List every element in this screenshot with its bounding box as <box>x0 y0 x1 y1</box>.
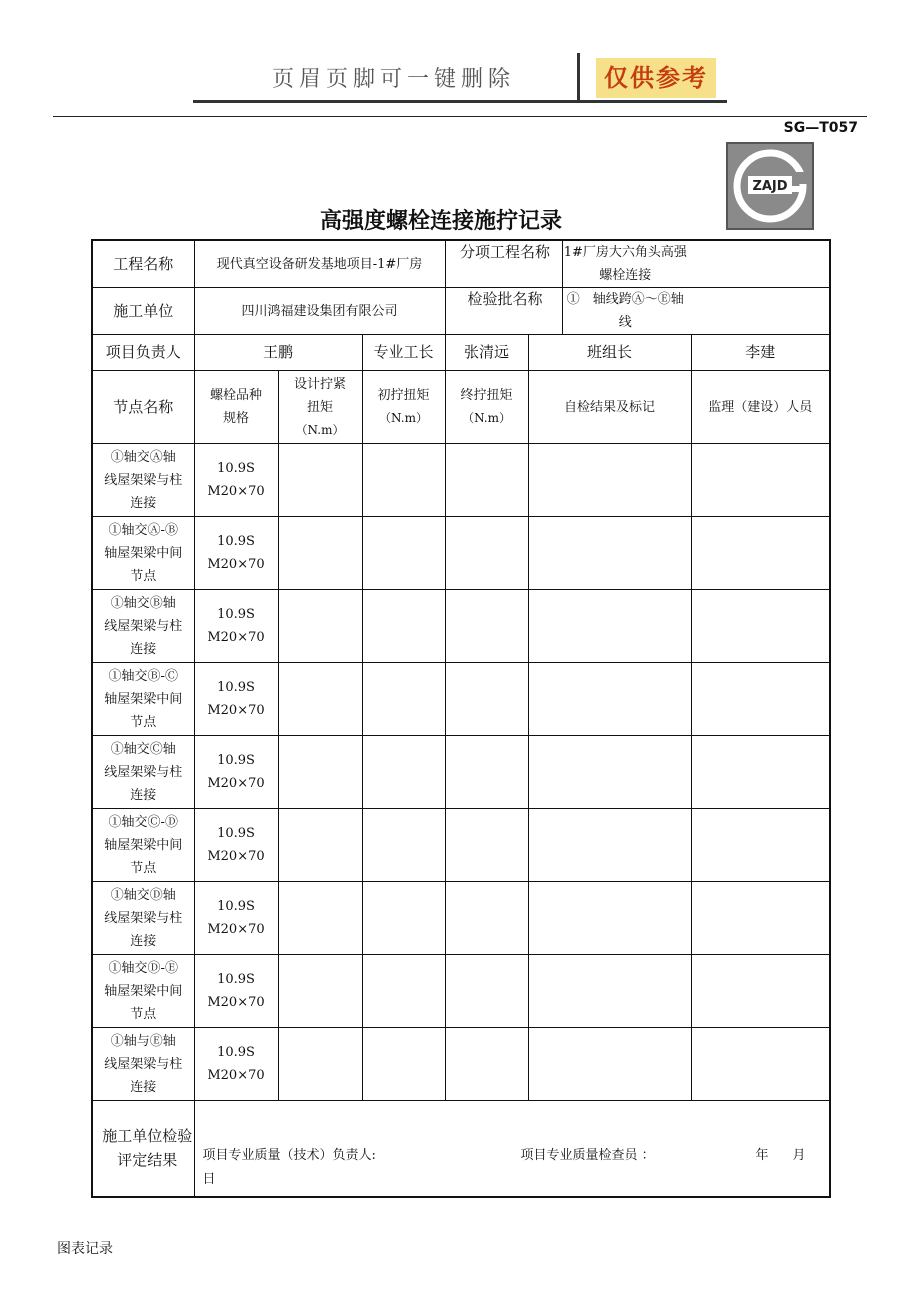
page-title: 高强度螺栓连接施拧记录 <box>319 209 562 234</box>
node-name: ①轴交Ⓓ轴 线屋架梁与柱 连接 <box>92 882 194 955</box>
col-initial-torque <box>362 371 445 444</box>
initial-torque-cell <box>362 736 445 809</box>
final-torque-cell <box>445 1028 528 1101</box>
day-label: 日 <box>202 1171 216 1187</box>
initial-torque-cell <box>362 590 445 663</box>
final-torque-cell <box>445 955 528 1028</box>
self-check-cell <box>528 517 691 590</box>
self-check-cell <box>528 663 691 736</box>
design-torque-cell <box>278 736 362 809</box>
tech-lead-signature-label: 项目专业质量（技术）负责人: <box>202 1147 376 1163</box>
col-bolt-spec <box>194 371 278 444</box>
sub-project-value: 1#厂房大六角头高强螺栓连接 <box>563 245 687 283</box>
manager-label: 项目负责人 <box>92 335 194 371</box>
header-deletable-text: 页眉页脚可一键删除 <box>272 67 516 92</box>
contractor-label: 施工单位 <box>92 288 194 335</box>
col-design-torque-line: 扭矩 <box>306 399 333 415</box>
col-final-torque-line: （N.m） <box>462 411 511 425</box>
supervisor-cell <box>691 955 830 1028</box>
design-torque-cell <box>278 809 362 882</box>
summary-label-line: 评定结果 <box>117 1151 178 1170</box>
header-divider <box>577 53 580 103</box>
form-code: SG—T057 <box>783 120 858 136</box>
col-design-torque-line: （N.m） <box>295 422 345 437</box>
bolt-spec: 10.9S M20×70 <box>194 736 278 809</box>
table-row <box>92 955 830 1028</box>
initial-torque-cell <box>362 882 445 955</box>
col-initial-torque-line: 初拧扭矩 <box>377 388 430 403</box>
bolt-spec: 10.9S M20×70 <box>194 1028 278 1101</box>
table-row <box>92 882 830 955</box>
batch-label-cell <box>445 288 691 335</box>
supervisor-cell <box>691 590 830 663</box>
final-torque-cell <box>445 736 528 809</box>
team-leader-label: 班组长 <box>528 335 691 371</box>
batch-label: 检验批名称 <box>449 288 563 334</box>
initial-torque-cell <box>362 444 445 517</box>
initial-torque-cell <box>362 517 445 590</box>
bolt-record-table <box>91 239 831 1198</box>
node-name: ①轴交Ⓐ-Ⓑ 轴屋架梁中间 节点 <box>92 517 194 590</box>
final-torque-cell <box>445 517 528 590</box>
table-row <box>92 444 830 517</box>
initial-torque-cell <box>362 663 445 736</box>
manager-value: 王鹏 <box>194 335 362 371</box>
foreman-value: 张清远 <box>445 335 528 371</box>
table-row <box>92 517 830 590</box>
col-design-torque <box>278 371 362 444</box>
supervisor-cell <box>691 517 830 590</box>
supervisor-cell <box>691 444 830 517</box>
table-row <box>92 809 830 882</box>
node-name: ①轴交Ⓓ-Ⓔ 轴屋架梁中间 节点 <box>92 955 194 1028</box>
node-name: ①轴交Ⓒ-Ⓓ 轴屋架梁中间 节点 <box>92 809 194 882</box>
col-design-torque-line: 设计拧紧 <box>293 376 346 392</box>
col-bolt-spec-line: 规格 <box>222 411 249 426</box>
self-check-cell <box>528 809 691 882</box>
reference-only-badge: 仅供参考 <box>596 58 716 98</box>
supervisor-cell <box>691 882 830 955</box>
self-check-cell <box>528 1028 691 1101</box>
table-row <box>92 1028 830 1101</box>
bolt-spec: 10.9S M20×70 <box>194 444 278 517</box>
self-check-cell <box>528 736 691 809</box>
final-torque-cell <box>445 663 528 736</box>
design-torque-cell <box>278 882 362 955</box>
design-torque-cell <box>278 663 362 736</box>
self-check-cell <box>528 444 691 517</box>
final-torque-cell <box>445 809 528 882</box>
summary-label <box>92 1101 194 1197</box>
foreman-label: 专业工长 <box>362 335 445 371</box>
supervisor-cell <box>691 809 830 882</box>
self-check-cell <box>528 882 691 955</box>
initial-torque-cell <box>362 809 445 882</box>
node-name: ①轴交Ⓐ轴 线屋架梁与柱 连接 <box>92 444 194 517</box>
bolt-spec: 10.9S M20×70 <box>194 882 278 955</box>
sub-project-value-tail <box>691 240 830 288</box>
bolt-spec: 10.9S M20×70 <box>194 517 278 590</box>
table-row <box>92 736 830 809</box>
bolt-spec: 10.9S M20×70 <box>194 955 278 1028</box>
col-self-check: 自检结果及标记 <box>528 371 691 444</box>
col-final-torque-line: 终拧扭矩 <box>460 388 513 403</box>
sub-project-label <box>445 240 691 288</box>
self-check-cell <box>528 955 691 1028</box>
table-row <box>92 590 830 663</box>
design-torque-cell <box>278 1028 362 1101</box>
sub-project-label-text: 分项工程名称 <box>449 241 563 287</box>
design-torque-cell <box>278 517 362 590</box>
col-supervisor: 监理（建设）人员 <box>691 371 830 444</box>
design-torque-cell <box>278 590 362 663</box>
design-torque-cell <box>278 955 362 1028</box>
node-name: ①轴交Ⓑ-Ⓒ 轴屋架梁中间 节点 <box>92 663 194 736</box>
bolt-spec: 10.9S M20×70 <box>194 663 278 736</box>
final-torque-cell <box>445 590 528 663</box>
bolt-spec: 10.9S M20×70 <box>194 590 278 663</box>
node-name: ①轴交Ⓒ轴 线屋架梁与柱 连接 <box>92 736 194 809</box>
col-bolt-spec-line: 螺栓品种 <box>209 388 262 403</box>
bolt-spec: 10.9S M20×70 <box>194 809 278 882</box>
self-check-cell <box>528 590 691 663</box>
page-top-rule <box>53 116 867 117</box>
col-initial-torque-line: （N.m） <box>379 411 428 425</box>
team-leader-value: 李建 <box>691 335 830 371</box>
contractor-value: 四川鸿福建设集团有限公司 <box>194 288 445 335</box>
batch-value-tail <box>691 288 830 335</box>
table-row <box>92 663 830 736</box>
node-name: ①轴与Ⓔ轴 线屋架梁与柱 连接 <box>92 1028 194 1101</box>
summary-label-line: 施工单位检验 <box>102 1127 193 1146</box>
supervisor-cell <box>691 736 830 809</box>
initial-torque-cell <box>362 1028 445 1101</box>
month-label: 月 <box>792 1147 806 1163</box>
final-torque-cell <box>445 444 528 517</box>
inspector-signature-label: 项目专业质量检查员 ： <box>520 1147 655 1163</box>
page-footer: 图表记录 <box>57 1241 113 1257</box>
initial-torque-cell <box>362 955 445 1028</box>
batch-value: ① 轴线跨Ⓐ～Ⓔ轴线 <box>566 292 684 330</box>
supervisor-cell <box>691 663 830 736</box>
year-label: 年 <box>755 1147 769 1163</box>
header-underline <box>193 100 577 103</box>
node-name: ①轴交Ⓑ轴 线屋架梁与柱 连接 <box>92 590 194 663</box>
col-node: 节点名称 <box>92 371 194 444</box>
summary-body <box>194 1101 830 1197</box>
logo-text: ZAJD <box>752 179 788 194</box>
supervisor-cell <box>691 1028 830 1101</box>
final-torque-cell <box>445 882 528 955</box>
col-final-torque <box>445 371 528 444</box>
design-torque-cell <box>278 444 362 517</box>
project-name-label: 工程名称 <box>92 240 194 288</box>
project-name-value: 现代真空设备研发基地项目-1#厂房 <box>194 240 445 288</box>
header-underline-right <box>580 100 727 103</box>
